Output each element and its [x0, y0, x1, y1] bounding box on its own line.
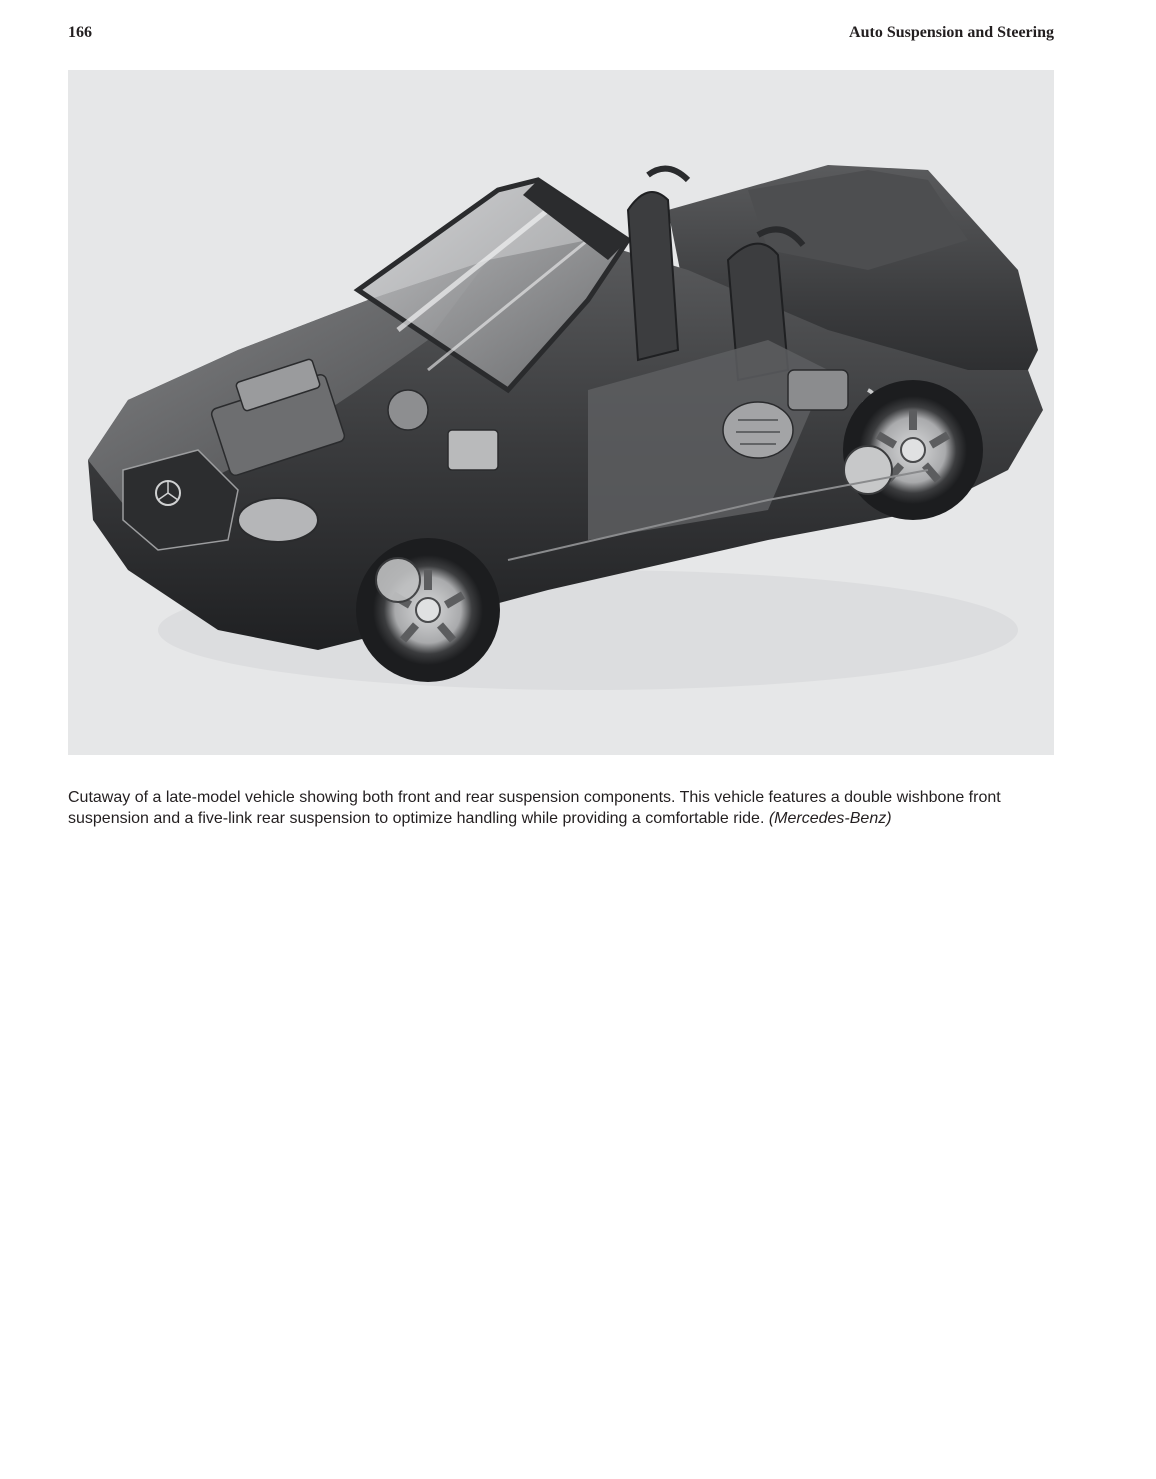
- running-header: [68, 24, 1054, 48]
- car-cutaway-figure: [68, 70, 1054, 755]
- car-cutaway-illustration: [68, 70, 1054, 755]
- page-number: 166: [68, 24, 92, 41]
- figure-caption: [68, 787, 1058, 829]
- front-wheel: [356, 538, 500, 682]
- caption-credit: (Mercedes-Benz): [768, 810, 892, 827]
- caption-text: Cutaway of a late-model vehicle showing both front and rear suspension components. This vehicle features a double wishbone front suspension and a five-link rear suspension to optimize handling while providing a comfortable ride.: [68, 789, 1001, 827]
- running-title: Auto Suspension and Steering: [849, 24, 1054, 41]
